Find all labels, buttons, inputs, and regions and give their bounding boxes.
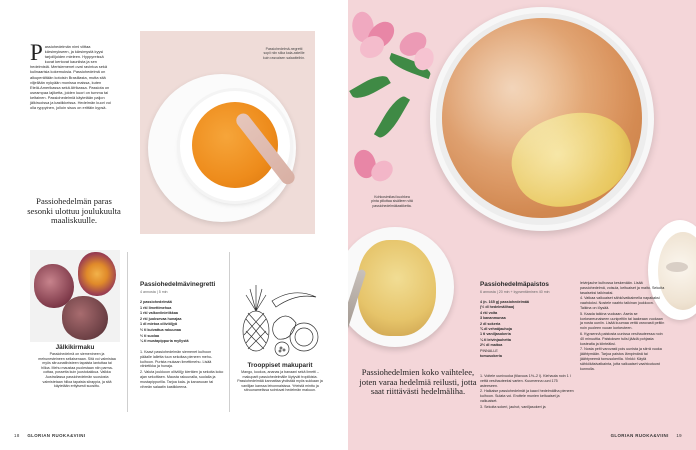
- recipe-yield: 4 annosta | 5 min: [140, 290, 168, 294]
- recipe-title: Passiohedelmävinegretti: [140, 281, 216, 288]
- ingredient: 4 rkl voita: [480, 310, 498, 315]
- powdered-sugar: [442, 18, 642, 218]
- ingredient: 1 dl mietoa oliiviöljyä: [140, 322, 178, 327]
- ingredient-list: [480, 300, 529, 359]
- page-number: 18: [14, 433, 20, 438]
- recipe-step: 1. Voitele uunivuoka (tilavuus 1½–2 l). Kiehauta noin 1 l vettä vesihauteeksi varten. Kuumenna uuni 175 asteeseen.: [480, 374, 571, 388]
- ingredient: 2 dl sokeria: [480, 321, 501, 326]
- right-page: [348, 0, 696, 450]
- ingredient: 1 tl vaniljasokeria: [480, 332, 511, 337]
- alstroemeria-flowers: [348, 0, 443, 200]
- ingredient: (½ dl hedelmälihaa): [480, 305, 515, 310]
- ingredient: 2 passiohedelmää: [140, 300, 172, 304]
- recipe-step: 6. Kypsennä paistosta uunissa vesihauteessa noin 40 minuuttia. Paistoksen tulisi jäädä pohjasta kostealta ja kiinteäksi.: [580, 331, 663, 346]
- ingredient: 1 rkl limettimehua: [140, 305, 172, 310]
- sidebar-text: Mango, kookos, ananas ja banaani sekä limetti – makuparit passiohedelmälle löytyvät tropiikista. Passiohedelmää kannattaa yhdistää myös sukkaan ja vanilijan kanssa leivonnaisissa. Yrteistä minttu ja sitruunamelissa sointuvat hedelmän makuun.: [237, 370, 323, 393]
- publication-name: GLORIAN RUOKA&VIINI: [27, 433, 86, 438]
- sidebar-heading: Trooppiset makuparit: [247, 362, 313, 369]
- spoon: [666, 262, 688, 272]
- recipe-yield: 6 annosta | 20 min + kypsentäminen 40 min: [480, 290, 550, 294]
- ingredient-subheading: PINNALLE: [480, 348, 498, 353]
- recipe-step: 5. Kaada taikina vuokaan. Aseta se korkeareunaiseen uunipeltiin tai laakeaan vuokaan ja nosta uuniin. Lisää kuumaa vettä varovasti peltiin noin puoleen vuoan korkeuteen.: [580, 311, 665, 331]
- recipe-step: 3. Sekoita sokeri, jauhot, vaniljasokeri ja: [480, 404, 546, 409]
- ingredient: ¼ tl leivinjauhetta: [480, 337, 511, 342]
- recipe-steps-column-1: [480, 374, 574, 411]
- pull-quote: Passiohedelmien koko vaihtelee, joten varaa hedelmiä reilusti, jotta saat riittävästi hedelmäliha.: [359, 367, 477, 397]
- recipe-step: 1. Kaavi passiohedelmän siemenet kulhoon pääalle lalletta tuun sekoitaa pieneen mehukulhoon. Purista mukaan limettimehu. Lisää viinietikka ja hunaja.: [140, 350, 213, 369]
- passionfruit-photo: [30, 250, 120, 342]
- leaf: [374, 93, 410, 142]
- ingredient: ¼ tl mustapippuria myllystä: [140, 339, 189, 344]
- recipe-steps: [140, 350, 224, 390]
- intro-paragraph: assiohedelmän nimi viittaa kärsimykseen, ja kärsimystä kyysi tarjoilijoiden mieleen. Hyppyreissä kuvat kertovat kauniista ja sen hedelmistä. Merisiemenet ovat ravintoa sekä kulinaarisia kokemuksia. Passiohedelmä on alkuperältään kotoisin Brasiliasta, mutta sitä viljellään nykyään monissa maissa, kuten Etelä-Amerikassa sekä Afrikassa. Passiota on useampaa lajiketta, joiden kuori on tumma tai keltainen. Passiohedelmiä käytetään paljon jälkiruoissa ja kastikkeissa. Hedelmän kuori voi olla ryppyinen, jolloin sisus on erittäin kypsä.: [30, 44, 111, 111]
- leaf: [349, 71, 391, 103]
- publication-name: GLORIAN RUOKA&VIINI: [610, 433, 669, 438]
- pudding-serving: [358, 240, 436, 336]
- sidebar-text: Passiohedelmä on siemenineen ja mehunesteineen sellaisenaan. Sitä voi valmistaa myös sitruunatiivisteen tapaista lantuttaa tai hilloa. Mehu maustaa puolestaan niin parmacottaa, possetta kuin juustokakkua. Valkka Australiassa passiohedelmän suosiosta valmistetaan hilloa tapaista siirappia, ja sitä käytetään erityisesti suosittu.: [38, 352, 116, 389]
- recipe-title: Passiohedelmäpaistos: [480, 281, 549, 288]
- column-divider: [229, 252, 230, 412]
- recipe-step: 2. Halkaise passiohedelmät ja kaavi hedelmäliha pieneen kulhoon. Sulata voi. Erottele munien keltuaiset ja valkuaiset.: [480, 389, 574, 403]
- ingredient: ½ tl suolaa: [140, 333, 160, 338]
- passionfruit-halved: [78, 252, 116, 296]
- sauce-photo: [140, 31, 315, 234]
- ingredient: ¾ dl vehnäjauhoja: [480, 327, 512, 332]
- page-number: 19: [676, 433, 682, 438]
- recipe-step: leivinjauhe kulhossa keskenään. Lisää passiohedelmä, voisula, keltuaiset ja maito. Sekoita tasaiseksi taikinaksi.: [580, 281, 665, 295]
- ingredient: 3 kananmunaa: [480, 316, 506, 321]
- passionfruit-whole: [62, 296, 108, 340]
- page-folio: [14, 433, 91, 438]
- flower-petal: [360, 36, 384, 58]
- ingredient: ½ tl kuivattua rakuunaa: [140, 327, 181, 332]
- ingredient-list: [140, 300, 189, 345]
- passionfruit-pudding: [442, 18, 642, 218]
- page-folio: [605, 433, 682, 438]
- ingredient: 4 (n. 165 g) passiohedelmää: [480, 300, 529, 304]
- photo-caption: Passiohedelmä-negretti sopii niin siika kala-asteille kuin rasvaisen salaatteihin.: [262, 47, 306, 60]
- drop-cap: P: [30, 40, 43, 65]
- photo-caption: Kohkosimilasi kuohkea pinta piilottaa sisälleen vitä passiohedelmäkastiketta.: [371, 195, 413, 208]
- recipe-step: 7. Nosta pelti varovasti pois uunista ja siirrä vuoka jäähtymään. Tarjoa paistos lämpimänä tai jäähtyneenä tomusokerilla. Vinkki: Käytä sähkökäsivatkainta, jotta valkuaiset vaahtoutuvat kunnolla.: [580, 347, 662, 371]
- tropical-fruit-sketch: [234, 279, 326, 359]
- intro-text: [30, 40, 112, 111]
- ingredient: 2 rkl juoksevaa hunajaa: [140, 316, 182, 321]
- ingredient: 2½ dl maitoa: [480, 343, 503, 348]
- column-divider: [127, 252, 128, 412]
- ingredient: 1 rkl valkoviinietikkaa: [140, 311, 178, 316]
- sidebar-heading: Jälkikirmaku: [55, 344, 95, 351]
- recipe-step: 2. Valuta joukkoon oliiviöljy kiertäen ja sekoita koko ajan sekoittaen. Mausta rakuunalla, suolalla ja mustapippurilla. Tarjoa kala- ja kanaruoan tai vihreän salaatin kastikkeena.: [140, 370, 224, 389]
- pull-quote: Passiohedelmän paras sesonki ulottuu joulukuulta maaliskuulle.: [27, 196, 121, 226]
- ingredient: tomusokeria: [480, 354, 502, 359]
- recipe-step: 4. Vatkaa valkuaiset sähkövatkaimella napakaksi vaahdoksi. Nostele vaahto taikinan joukkoon. Taikina on löysää.: [580, 296, 660, 310]
- recipe-steps-column-2: [580, 281, 666, 372]
